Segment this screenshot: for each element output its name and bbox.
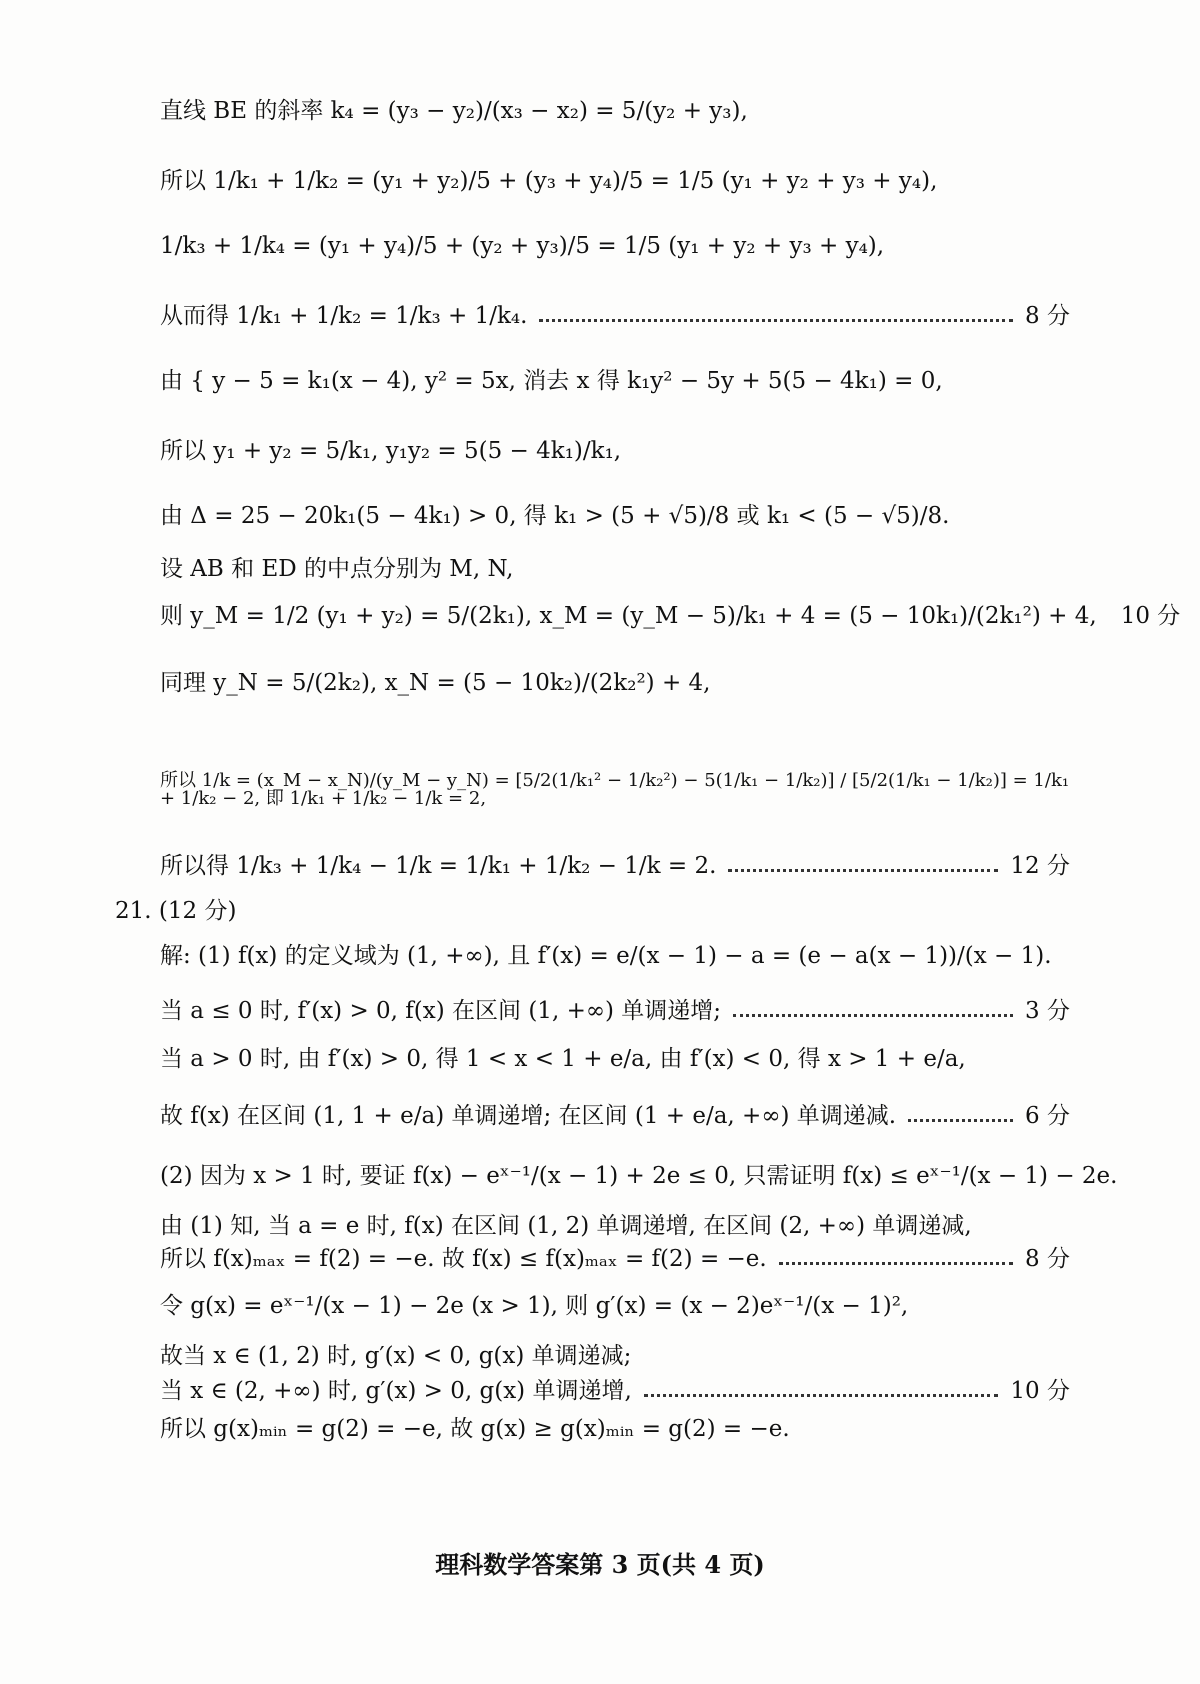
line-15 xyxy=(160,1000,1070,1023)
equation-text: 设 AB 和 ED 的中点分别为 M, N, xyxy=(160,556,514,582)
line-3 xyxy=(160,235,1070,258)
dot-leader xyxy=(733,1014,1013,1017)
equation-text: 则 y_M = 1/2 (y₁ + y₂) = 5/(2k₁), x_M = (y_M − 5)/k₁ + 4 = (5 − 10k₁)/(2k₁²) + 4, xyxy=(160,603,1097,629)
dot-leader xyxy=(728,869,998,872)
line-18 xyxy=(160,1163,1118,1189)
line-19 xyxy=(160,1215,1070,1238)
equation-text: 当 a > 0 时, 由 f′(x) > 0, 得 1 < x < 1 + e/a, 由 f′(x) < 0, 得 x > 1 + e/a, xyxy=(160,1046,966,1072)
page-footer: 理科数学答案第 3 页(共 4 页) xyxy=(435,1550,765,1579)
equation-text: 从而得 1/k₁ + 1/k₂ = 1/k₃ + 1/k₄. xyxy=(160,303,528,329)
line-17 xyxy=(160,1105,1070,1128)
equation-text: 由 (1) 知, 当 a = e 时, f(x) 在区间 (1, 2) 单调递增, 在区间 (2, +∞) 单调递减, xyxy=(160,1213,972,1239)
dot-leader xyxy=(644,1394,999,1397)
line-11 xyxy=(160,772,1070,808)
line-23 xyxy=(160,1380,1070,1403)
equation-text: 由 { y − 5 = k₁(x − 4), y² = 5x, 消去 x 得 k₁y² − 5y + 5(5 − 4k₁) = 0, xyxy=(160,368,943,394)
score-label: 10 分 xyxy=(1010,1378,1070,1404)
equation-text: 1/k₃ + 1/k₄ = (y₁ + y₄)/5 + (y₂ + y₃)/5 = 1/5 (y₁ + y₂ + y₃ + y₄), xyxy=(160,233,885,259)
equation-text: 所以 1/k₁ + 1/k₂ = (y₁ + y₂)/5 + (y₃ + y₄)/5 = 1/5 (y₁ + y₂ + y₃ + y₄), xyxy=(160,168,938,194)
equation-text: (2) 因为 x > 1 时, 要证 f(x) − eˣ⁻¹/(x − 1) + 2e ≤ 0, 只需证明 f(x) ≤ eˣ⁻¹/(x − 1) − 2e. xyxy=(160,1163,1118,1189)
line-14 xyxy=(160,945,1070,968)
line-12 xyxy=(160,855,1070,878)
line-8 xyxy=(160,558,1070,581)
equation-text: 同理 y_N = 5/(2k₂), x_N = (5 − 10k₂)/(2k₂²) + 4, xyxy=(160,670,711,696)
line-6 xyxy=(160,440,1070,463)
line-13 xyxy=(115,900,1070,923)
equation-text: 所以 y₁ + y₂ = 5/k₁, y₁y₂ = 5(5 − 4k₁)/k₁, xyxy=(160,438,622,464)
line-16 xyxy=(160,1048,1070,1071)
equation-text: 所以 g(x)ₘᵢₙ = g(2) = −e, 故 g(x) ≥ g(x)ₘᵢₙ = g(2) = −e. xyxy=(160,1416,790,1442)
score-label: 8 分 xyxy=(1025,1246,1070,1272)
equation-text: 所以 1/k = (x_M − x_N)/(y_M − y_N) = [5/2(1/k₁² − 1/k₂²) − 5(1/k₁ − 1/k₂)] / [5/2(1/k₁ − 1/k₂)] = 1/k₁ + 1/k₂ − 2, 即 1/k₁ + 1/k₂ − 1/k = 2, xyxy=(160,770,1070,809)
line-2 xyxy=(160,170,1070,193)
dot-leader xyxy=(908,1119,1013,1122)
equation-text: 所以 f(x)ₘₐₓ = f(2) = −e. 故 f(x) ≤ f(x)ₘₐₓ = f(2) = −e. xyxy=(160,1246,767,1272)
score-label: 12 分 xyxy=(1010,853,1070,879)
line-20 xyxy=(160,1248,1070,1271)
equation-text: 直线 BE 的斜率 k₄ = (y₃ − y₂)/(x₃ − x₂) = 5/(y₂ + y₃), xyxy=(160,98,748,124)
equation-text: 由 Δ = 25 − 20k₁(5 − 4k₁) > 0, 得 k₁ > (5 + √5)/8 或 k₁ < (5 − √5)/8. xyxy=(160,503,950,529)
equation-text: 故 f(x) 在区间 (1, 1 + e/a) 单调递增; 在区间 (1 + e/a, +∞) 单调递减. xyxy=(160,1103,897,1129)
question-number: 21. (12 分) xyxy=(115,898,237,924)
line-22 xyxy=(160,1345,1070,1368)
score-label: 6 分 xyxy=(1025,1103,1070,1129)
line-10 xyxy=(160,672,900,695)
line-4 xyxy=(160,305,1070,328)
equation-text: 当 a ≤ 0 时, f′(x) > 0, f(x) 在区间 (1, +∞) 单调递增; xyxy=(160,998,722,1024)
line-24 xyxy=(160,1418,1070,1441)
equation-text: 所以得 1/k₃ + 1/k₄ − 1/k = 1/k₁ + 1/k₂ − 1/k = 2. xyxy=(160,853,717,879)
line-9 xyxy=(160,603,1181,629)
dot-leader xyxy=(539,319,1013,322)
score-label: 10 分 xyxy=(1120,603,1181,629)
equation-text: 当 x ∈ (2, +∞) 时, g′(x) > 0, g(x) 单调递增, xyxy=(160,1378,632,1404)
equation-text: 令 g(x) = eˣ⁻¹/(x − 1) − 2e (x > 1), 则 g′(x) = (x − 2)eˣ⁻¹/(x − 1)², xyxy=(160,1293,909,1319)
dot-leader xyxy=(779,1262,1013,1265)
equation-text: 解: (1) f(x) 的定义域为 (1, +∞), 且 f′(x) = e/(x − 1) − a = (e − a(x − 1))/(x − 1). xyxy=(160,943,1052,969)
line-5 xyxy=(160,370,1070,393)
line-1 xyxy=(160,100,1070,123)
line-21 xyxy=(160,1295,1070,1318)
equation-text: 故当 x ∈ (1, 2) 时, g′(x) < 0, g(x) 单调递减; xyxy=(160,1343,632,1369)
line-7 xyxy=(160,505,1070,528)
score-label: 3 分 xyxy=(1025,998,1070,1024)
score-label: 8 分 xyxy=(1025,303,1070,329)
